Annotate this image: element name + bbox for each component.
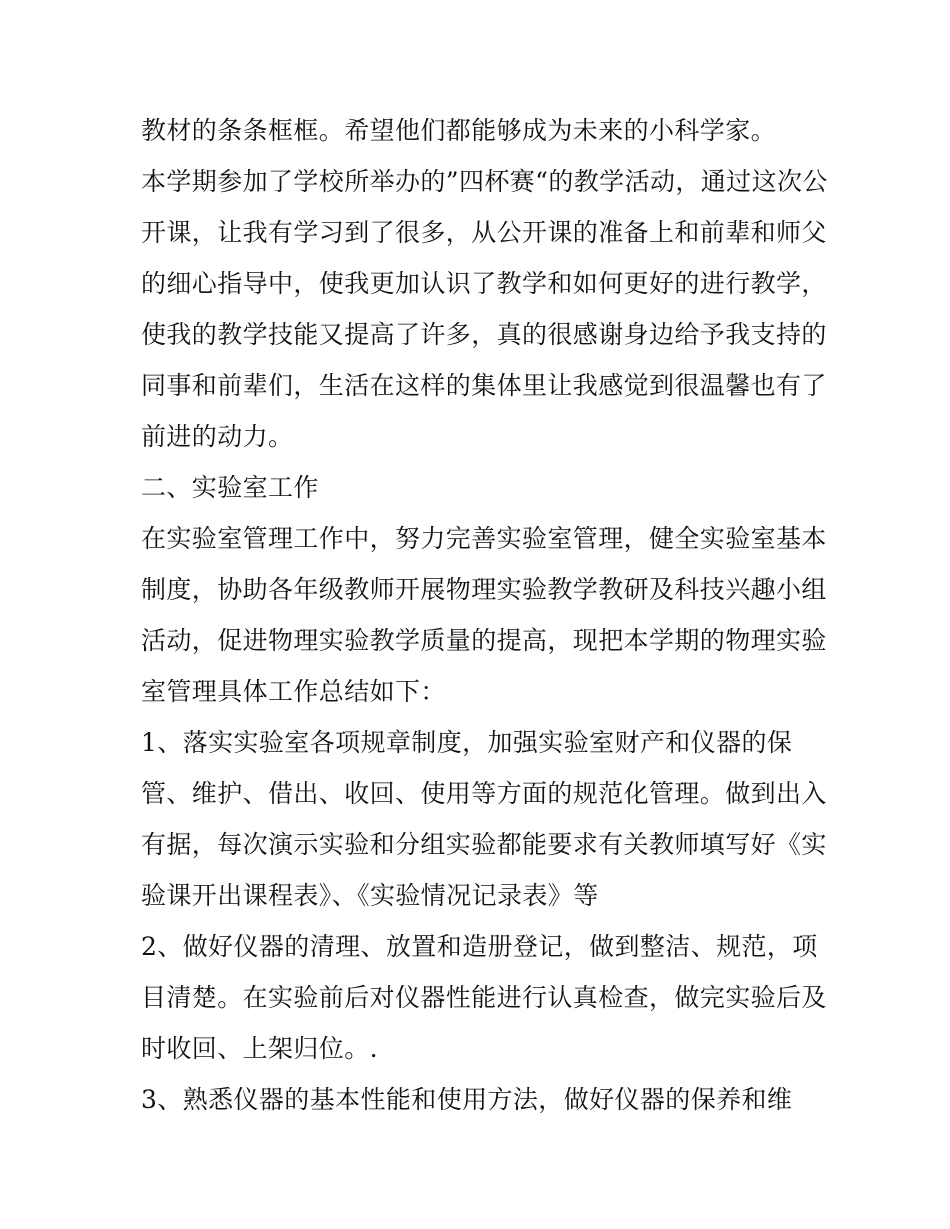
text-line: 时收回、上架归位。. (141, 1034, 378, 1063)
text-line: 开课，让我有学习到了很多，从公开课的准备上和前辈和师父 (141, 218, 827, 247)
document-body (141, 105, 828, 1125)
text-line: 有据，每次演示实验和分组实验都能要求有关教师填写好《实 (141, 830, 827, 859)
text-line: 同事和前辈们，生活在这样的集体里让我感觉到很温馨也有了 (141, 371, 827, 400)
text-line: 制度，协助各年级教师开展物理实验教学教研及科技兴趣小组 (141, 575, 827, 604)
text-line: 活动，促进物理实验教学质量的提高，现把本学期的物理实验 (141, 626, 827, 655)
list-item-1: 1、落实实验室各项规章制度，加强实验室财产和仪器的保 (141, 728, 793, 757)
text-line: 验课开出课程表》、《实验情况记录表》等 (141, 881, 599, 910)
list-item-2: 2、做好仪器的清理、放置和造册登记，做到整洁、规范，项 (141, 932, 818, 961)
text-line: 在实验室管理工作中，努力完善实验室管理，健全实验室基本 (141, 524, 827, 553)
text-line: 本学期参加了学校所举办的”四杯赛“的教学活动，通过这次公 (141, 167, 828, 196)
text-line: 目清楚。在实验前后对仪器性能进行认真检查，做完实验后及 (141, 983, 827, 1012)
text-line: 室管理具体工作总结如下： (141, 677, 446, 706)
text-line: 教材的条条框框。希望他们都能够成为未来的小科学家。 (141, 116, 777, 145)
text-line: 使我的教学技能又提高了许多，真的很感谢身边给予我支持的 (141, 320, 827, 349)
text-line: 管、维护、借出、收回、使用等方面的规范化管理。做到出入 (141, 779, 827, 808)
section-heading: 二、实验室工作 (141, 473, 319, 502)
text-line: 前进的动力。 (141, 422, 294, 451)
text-line: 的细心指导中，使我更加认识了教学和如何更好的进行教学， (141, 269, 827, 298)
list-item-3: 3、熟悉仪器的基本性能和使用方法，做好仪器的保养和维 (141, 1085, 793, 1114)
